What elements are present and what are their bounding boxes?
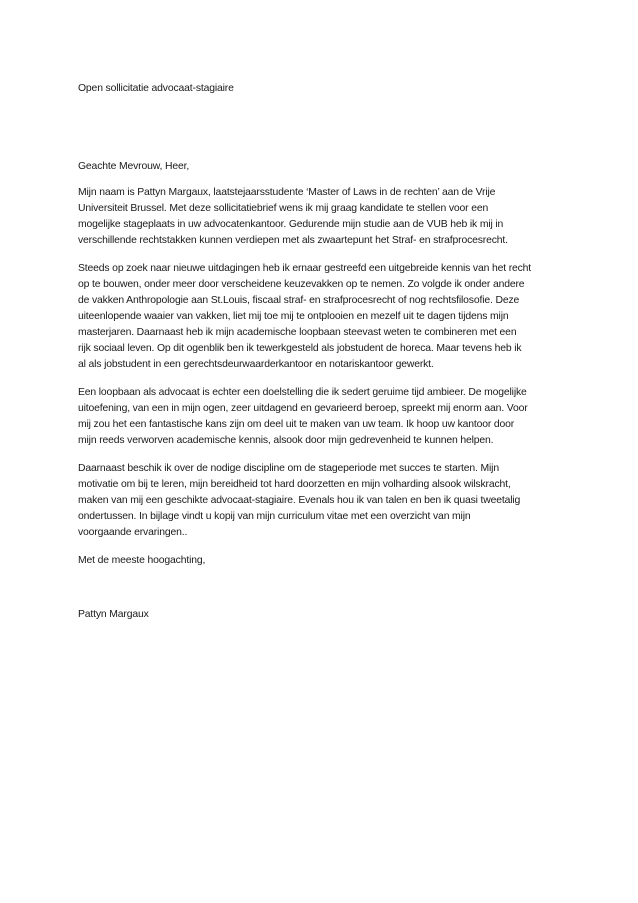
paragraph-line: Universiteit Brussel. Met deze sollicitatiebrief wens ik mij graag kandidate te stellen voor een bbox=[78, 203, 489, 214]
letter-closing: Met de meeste hoogachting, bbox=[78, 555, 206, 566]
paragraph-line: motivatie om bij te leren, mijn bereidheid tot hard doorzetten en mijn volharding alsook wilskracht, bbox=[78, 479, 511, 490]
paragraph-line: Een loopbaan als advocaat is echter een doelstelling die ik sedert geruime tijd ambieer. De mogelijke bbox=[78, 387, 527, 398]
paragraph-line: Steeds op zoek naar nieuwe uitdagingen heb ik ernaar gestreefd een uitgebreide kennis van het recht bbox=[78, 263, 532, 274]
paragraph-line: de vakken Anthropologie aan St.Louis, fiscaal straf- en strafprocesrecht of nog rechtsfilosofie. Deze bbox=[78, 295, 520, 306]
paragraph-line: ondertussen. In bijlage vindt u kopij van mijn curriculum vitae met een overzicht van mijn bbox=[78, 511, 471, 522]
paragraph-line: rijk sociaal leven. Op dit ogenblik ben ik tewerkgesteld als jobstudent de horeca. Maar tevens heb ik bbox=[78, 343, 522, 354]
paragraph-line: uitoefening, van een in mijn ogen, zeer uitdagend en gevarieerd beroep, spreekt mij enorm aan. Voor bbox=[78, 403, 528, 414]
paragraph-line: mijn reeds verworven academische kennis, alsook door mijn gedrevenheid te kunnen helpen. bbox=[78, 435, 494, 446]
letter-signature: Pattyn Margaux bbox=[78, 609, 149, 620]
paragraph-line: op te bouwen, onder meer door verscheidene keuzevakken op te nemen. Zo volgde ik onder andere bbox=[78, 279, 525, 290]
paragraph-line: al als jobstudent in een gerechtsdeurwaarderkantoor en notariskantoor gewerkt. bbox=[78, 359, 434, 370]
paragraph-line: maken van mij een geschikte advocaat-stagiaire. Evenals hou ik van talen en ben ik quasi tweetalig bbox=[78, 495, 521, 506]
paragraph-line: uiteenlopende waaier van vakken, liet mij toe mij te ontplooien en mezelf uit te dagen tijdens mijn bbox=[78, 311, 509, 322]
paragraph-line: Daarnaast beschik ik over de nodige discipline om de stageperiode met succes te starten. Mijn bbox=[78, 463, 499, 474]
paragraph-line: voorgaande ervaringen.. bbox=[78, 527, 188, 538]
paragraph-line: mogelijke stageplaats in uw advocatenkantoor. Gedurende mijn studie aan de VUB heb ik mij in bbox=[78, 219, 504, 230]
letter-subject: Open sollicitatie advocaat-stagiaire bbox=[78, 83, 234, 94]
paragraph-line: masterjaren. Daarnaast heb ik mijn academische loopbaan steevast weten te combineren met een bbox=[78, 327, 517, 338]
letter-salutation: Geachte Mevrouw, Heer, bbox=[78, 161, 190, 172]
paragraph-line: verschillende rechtstakken kunnen verdiepen met als zwaartepunt het Straf- en strafprocesrecht. bbox=[78, 235, 508, 246]
paragraph-line: mij zou het een fantastische kans zijn om deel uit te maken van uw team. Ik hoop uw kantoor door bbox=[78, 419, 515, 430]
paragraph-line: Mijn naam is Pattyn Margaux, laatstejaarsstudente ‘Master of Laws in de rechten’ aan de Vrije bbox=[78, 187, 496, 198]
